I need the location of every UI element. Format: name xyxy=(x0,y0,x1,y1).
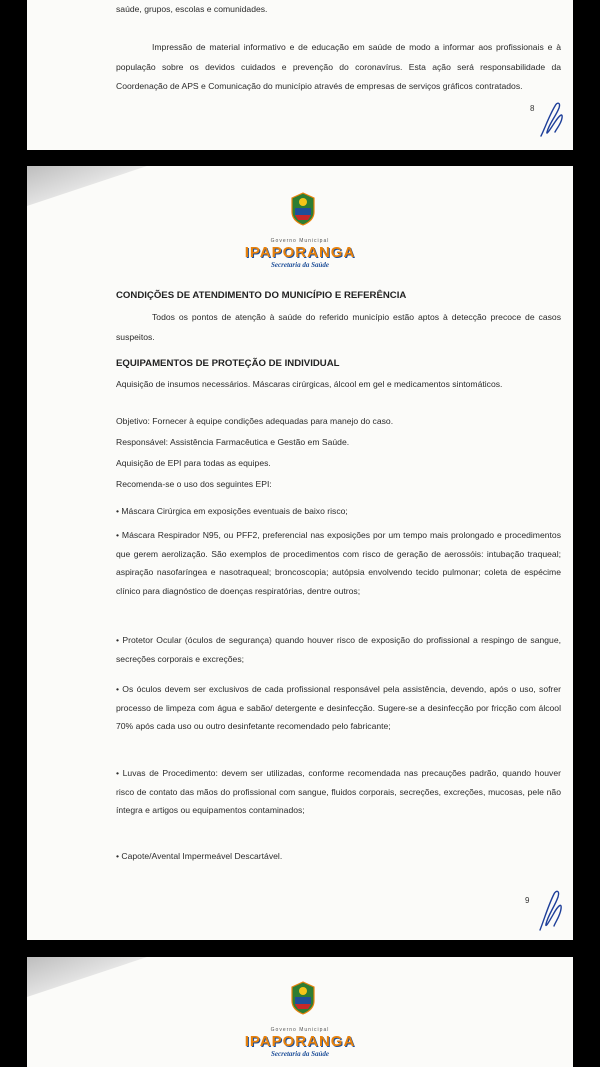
list-item: • Luvas de Procedimento: devem ser utilizadas, conforme recomendada nas precauções padrão, quando houver risco de contato das mãos do profissional com sangue, fluidos corporais, secreções, excreções, mucosas, pele não íntegra e artigos ou equipamentos contaminados; xyxy=(116,768,561,816)
page-number: 9 xyxy=(525,896,530,905)
document-page-10 xyxy=(27,957,573,1067)
list-item: • Capote/Avental Impermeável Descartável. xyxy=(116,851,283,861)
objective-line: Objetivo: Fornecer à equipe condições adequadas para manejo do caso. xyxy=(116,416,394,426)
list-item: • Máscara Respirador N95, ou PFF2, preferencial nas exposições por um tempo mais prolongado e procedimentos que gerem aerolização. São exemplos de procedimentos com risco de geração de aerossóis: intubação traqueal; aspiração nasofaríngea e nasotraqueal; broncoscopia; autópsia envolvendo tecido pulmonar; coleta de espécime clínico para diagnóstico de doenças respiratórias, dentre outros; xyxy=(116,530,561,596)
logo-caption: Governo Municipal xyxy=(270,1027,330,1033)
text-line: saúde, grupos, escolas e comunidades. xyxy=(116,4,268,14)
signature-icon xyxy=(537,98,567,140)
list-item: • Protetor Ocular (óculos de segurança) quando houver risco de exposição do profissional a respingo de sangue, secreções corporais e excreções; xyxy=(116,635,561,664)
epi-acquisition-line: Aquisição de EPI para todas as equipes. xyxy=(116,458,271,468)
responsible-line: Responsável: Assistência Farmacêutica e Gestão em Saúde. xyxy=(116,437,350,447)
coat-of-arms-icon xyxy=(290,981,316,1015)
logo-subtitle: Secretaria da Saúde xyxy=(271,1050,329,1058)
logo-subtitle: Secretaria da Saúde xyxy=(271,261,329,269)
document-page-8 xyxy=(27,0,573,150)
page-number: 8 xyxy=(530,104,535,113)
paragraph-printed-material: Impressão de material informativo e de educação em saúde de modo a informar aos profissionais e à população sobre os devidos cuidados e prevenção do coronavírus. Esta ação será responsabilidade da Coordenação de APS e Comunicação do município através de empresas de serviços gráficos contratados. xyxy=(116,42,561,92)
logo-name: IPAPORANGA xyxy=(244,244,356,261)
municipal-logo xyxy=(27,981,573,1061)
coat-of-arms-icon xyxy=(290,192,316,226)
list-item: • Os óculos devem ser exclusivos de cada profissional responsável pela assistência, devendo, após o uso, sofrer processo de limpeza com água e sabão/ detergente e desinfecção. Sugere-se a desinfecção por fricção com álcool 70% após cada uso ou outro desinfetante recomendado pelo fabricante; xyxy=(116,684,561,732)
section-heading: CONDIÇÕES DE ATENDIMENTO DO MUNICÍPIO E REFERÊNCIA xyxy=(116,290,407,301)
paragraph-attendance: Todos os pontos de atenção à saúde do referido município estão aptos à detecção precoce de casos suspeitos. xyxy=(116,312,561,342)
logo-caption: Governo Municipal xyxy=(270,238,330,244)
list-item: • Máscara Cirúrgica em exposições eventuais de baixo risco; xyxy=(116,506,348,516)
paragraph-supplies: Aquisição de insumos necessários. Máscaras cirúrgicas, álcool em gel e medicamentos sintomáticos. xyxy=(116,379,503,389)
document-page-9 xyxy=(27,166,573,940)
municipal-logo xyxy=(27,192,573,272)
section-heading: EQUIPAMENTOS DE PROTEÇÃO DE INDIVIDUAL xyxy=(116,358,340,369)
signature-icon xyxy=(535,886,565,934)
epi-recommendation-line: Recomenda-se o uso dos seguintes EPI: xyxy=(116,479,272,489)
logo-name: IPAPORANGA xyxy=(244,1033,356,1050)
